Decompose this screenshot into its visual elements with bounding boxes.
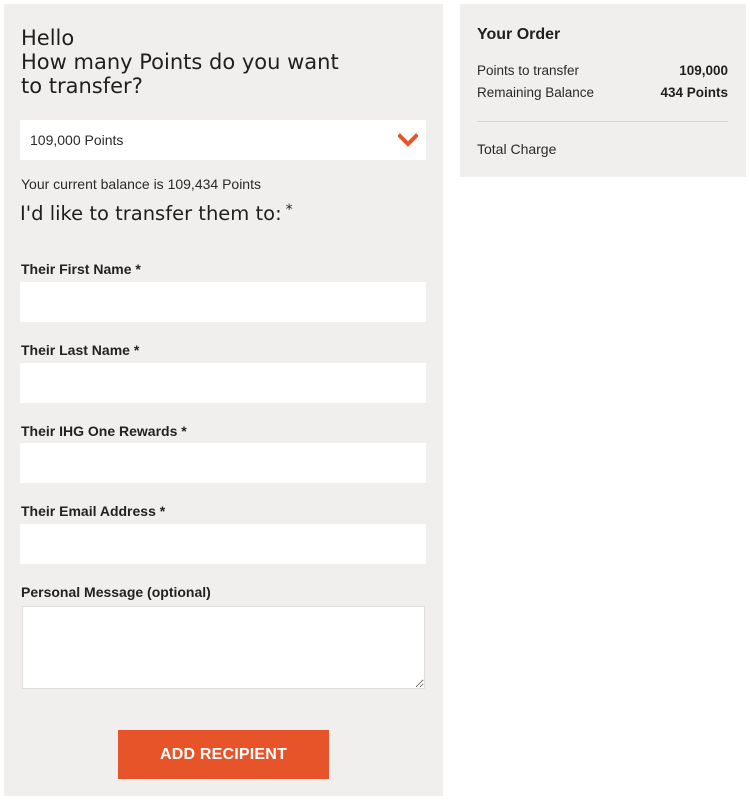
rewards-number-label: Their IHG One Rewards *	[21, 423, 187, 439]
email-label: Their Email Address *	[21, 503, 166, 519]
last-name-field[interactable]	[20, 363, 426, 403]
points-select-value: 109,000 Points	[30, 132, 124, 148]
order-divider	[477, 121, 728, 122]
order-row-label: Remaining Balance	[477, 85, 595, 100]
order-row-points	[477, 63, 728, 78]
points-select[interactable]	[20, 120, 426, 160]
personal-message-label: Personal Message (optional)	[21, 584, 211, 600]
add-recipient-button[interactable]: ADD RECIPIENT	[118, 730, 329, 779]
greeting-line-question-end: to transfer?	[21, 74, 143, 98]
greeting-line-hello: Hello	[21, 26, 75, 50]
order-row-value: 109,000	[679, 63, 728, 78]
required-marker: *	[285, 202, 293, 218]
transfer-form-panel	[4, 4, 443, 796]
current-balance-text: Your current balance is 109,434 Points	[21, 176, 261, 192]
order-summary-title: Your Order	[477, 26, 561, 43]
rewards-number-field[interactable]	[20, 443, 426, 483]
order-row-remaining	[477, 85, 728, 100]
email-field[interactable]	[20, 524, 426, 564]
recipient-heading	[20, 202, 293, 225]
chevron-down-icon	[398, 130, 418, 150]
total-charge-label: Total Charge	[477, 141, 557, 157]
first-name-label: Their First Name *	[21, 261, 141, 277]
order-summary-panel	[460, 4, 746, 177]
last-name-label: Their Last Name *	[21, 342, 140, 358]
first-name-field[interactable]	[20, 282, 426, 322]
order-row-label: Points to transfer	[477, 63, 580, 78]
personal-message-field[interactable]	[22, 606, 425, 689]
recipient-heading-text: I'd like to transfer them to:	[20, 202, 282, 225]
greeting-line-question: How many Points do you want	[21, 50, 339, 74]
order-row-value: 434 Points	[660, 85, 728, 100]
greeting-heading	[21, 26, 431, 98]
